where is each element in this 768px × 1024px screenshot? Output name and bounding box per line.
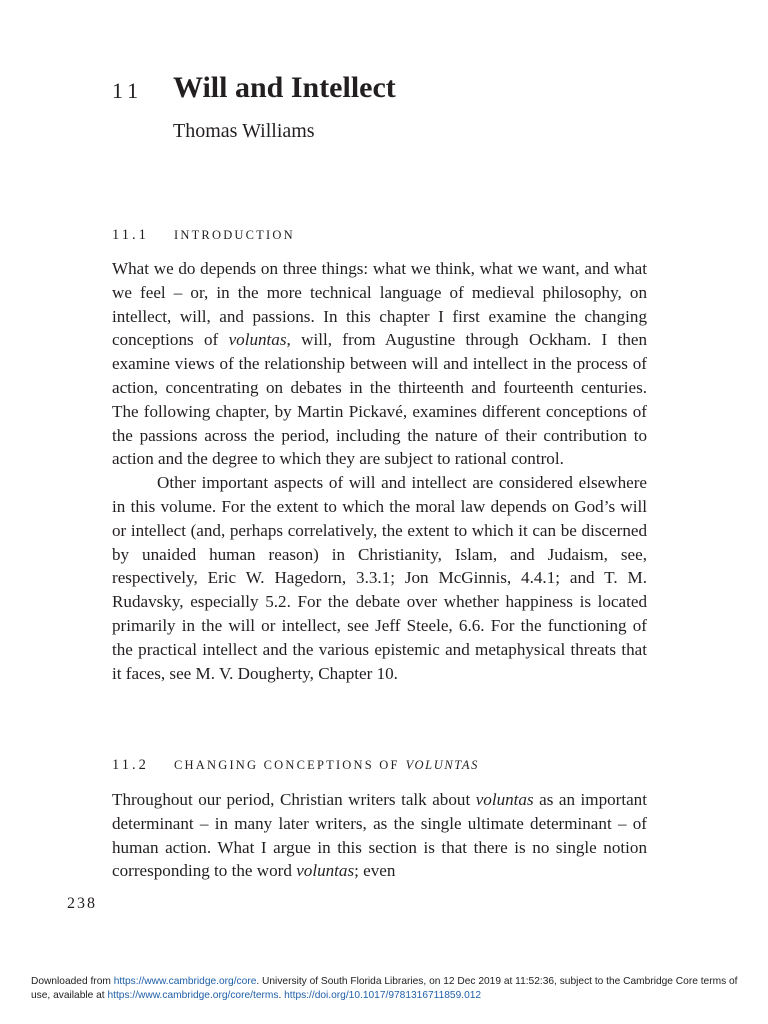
chapter-number: 11 bbox=[112, 78, 144, 103]
section-title: CHANGING CONCEPTIONS OF bbox=[174, 758, 400, 772]
chapter-author: Thomas Williams bbox=[173, 120, 315, 142]
footer-text: Downloaded from bbox=[31, 976, 114, 987]
paragraph-text: ; even bbox=[354, 861, 396, 881]
section-heading-voluntas bbox=[112, 757, 479, 774]
footer-text: . University of South Florida Libraries, on 12 Dec 2019 at 11:52:36, subject to the Cambridge Core terms of use, available at bbox=[31, 976, 738, 1001]
section-body-introduction bbox=[112, 257, 647, 685]
section-title: INTRODUCTION bbox=[174, 228, 295, 242]
section-number: 11.2 bbox=[112, 757, 149, 773]
paragraph-text: What we do depends on three things: what we think, what we want, and what we feel – or, in the more technical language of medieval philosophy, on intellect, will, and passions. In this chapter I first examine the changing conceptions of bbox=[112, 259, 647, 350]
doi-link[interactable]: https://doi.org/10.1017/9781316711859.012 bbox=[284, 989, 482, 1001]
paragraph-text: as an important determinant – in many later writers, as the single ultimate determinant – of human action. What I argue in this section is that there is no single notion corresponding to the word bbox=[112, 790, 647, 881]
chapter-title: Will and Intellect bbox=[173, 71, 396, 104]
terms-link[interactable]: https://www.cambridge.org/core/terms bbox=[107, 989, 279, 1001]
section-number: 11.1 bbox=[112, 227, 149, 243]
footer-text: . bbox=[278, 989, 285, 1001]
italic-term: voluntas bbox=[296, 861, 355, 881]
paragraph-text: , will, from Augustine through Ockham. I then examine views of the relationship between will and intellect in the process of action, concentrating on debates in the thirteenth and fourteenth centuries. The following chapter, by Martin Pickavé, examines different conceptions of the passions across the period, including the nature of their contribution to action and the degree to which they are subject to rational control. bbox=[112, 330, 648, 469]
cambridge-core-link[interactable]: https://www.cambridge.org/core bbox=[113, 976, 257, 987]
paragraph bbox=[112, 788, 647, 883]
download-footer bbox=[31, 975, 751, 1002]
paragraph: Other important aspects of will and intellect are considered elsewhere in this volume. For the extent to which the moral law depends on God’s will or intellect (and, perhaps correlatively, the extent to which it can be discerned by unaided human reason) in Christianity, Islam, and Judaism, see, respectively, Eric W. Hagedorn, 3.3.1; Jon McGinnis, 4.4.1; and T. M. Rudavsky, especially 5.2. For the debate over whether happiness is located primarily in the will or intellect, see Jeff Steele, 6.6. For the functioning of the practical intellect and the various epistemic and metaphysical threats that it faces, see M. V. Dougherty, Chapter 10. bbox=[112, 473, 647, 683]
italic-term: voluntas bbox=[228, 330, 287, 350]
section-title-italic: VOLUNTAS bbox=[405, 758, 479, 772]
italic-term: voluntas bbox=[475, 790, 534, 809]
paragraph-text: Throughout our period, Christian writers talk about bbox=[112, 790, 476, 809]
section-body-voluntas bbox=[112, 788, 647, 883]
page-number: 238 bbox=[67, 895, 97, 912]
paragraph bbox=[112, 257, 647, 471]
section-heading-introduction bbox=[112, 227, 295, 244]
